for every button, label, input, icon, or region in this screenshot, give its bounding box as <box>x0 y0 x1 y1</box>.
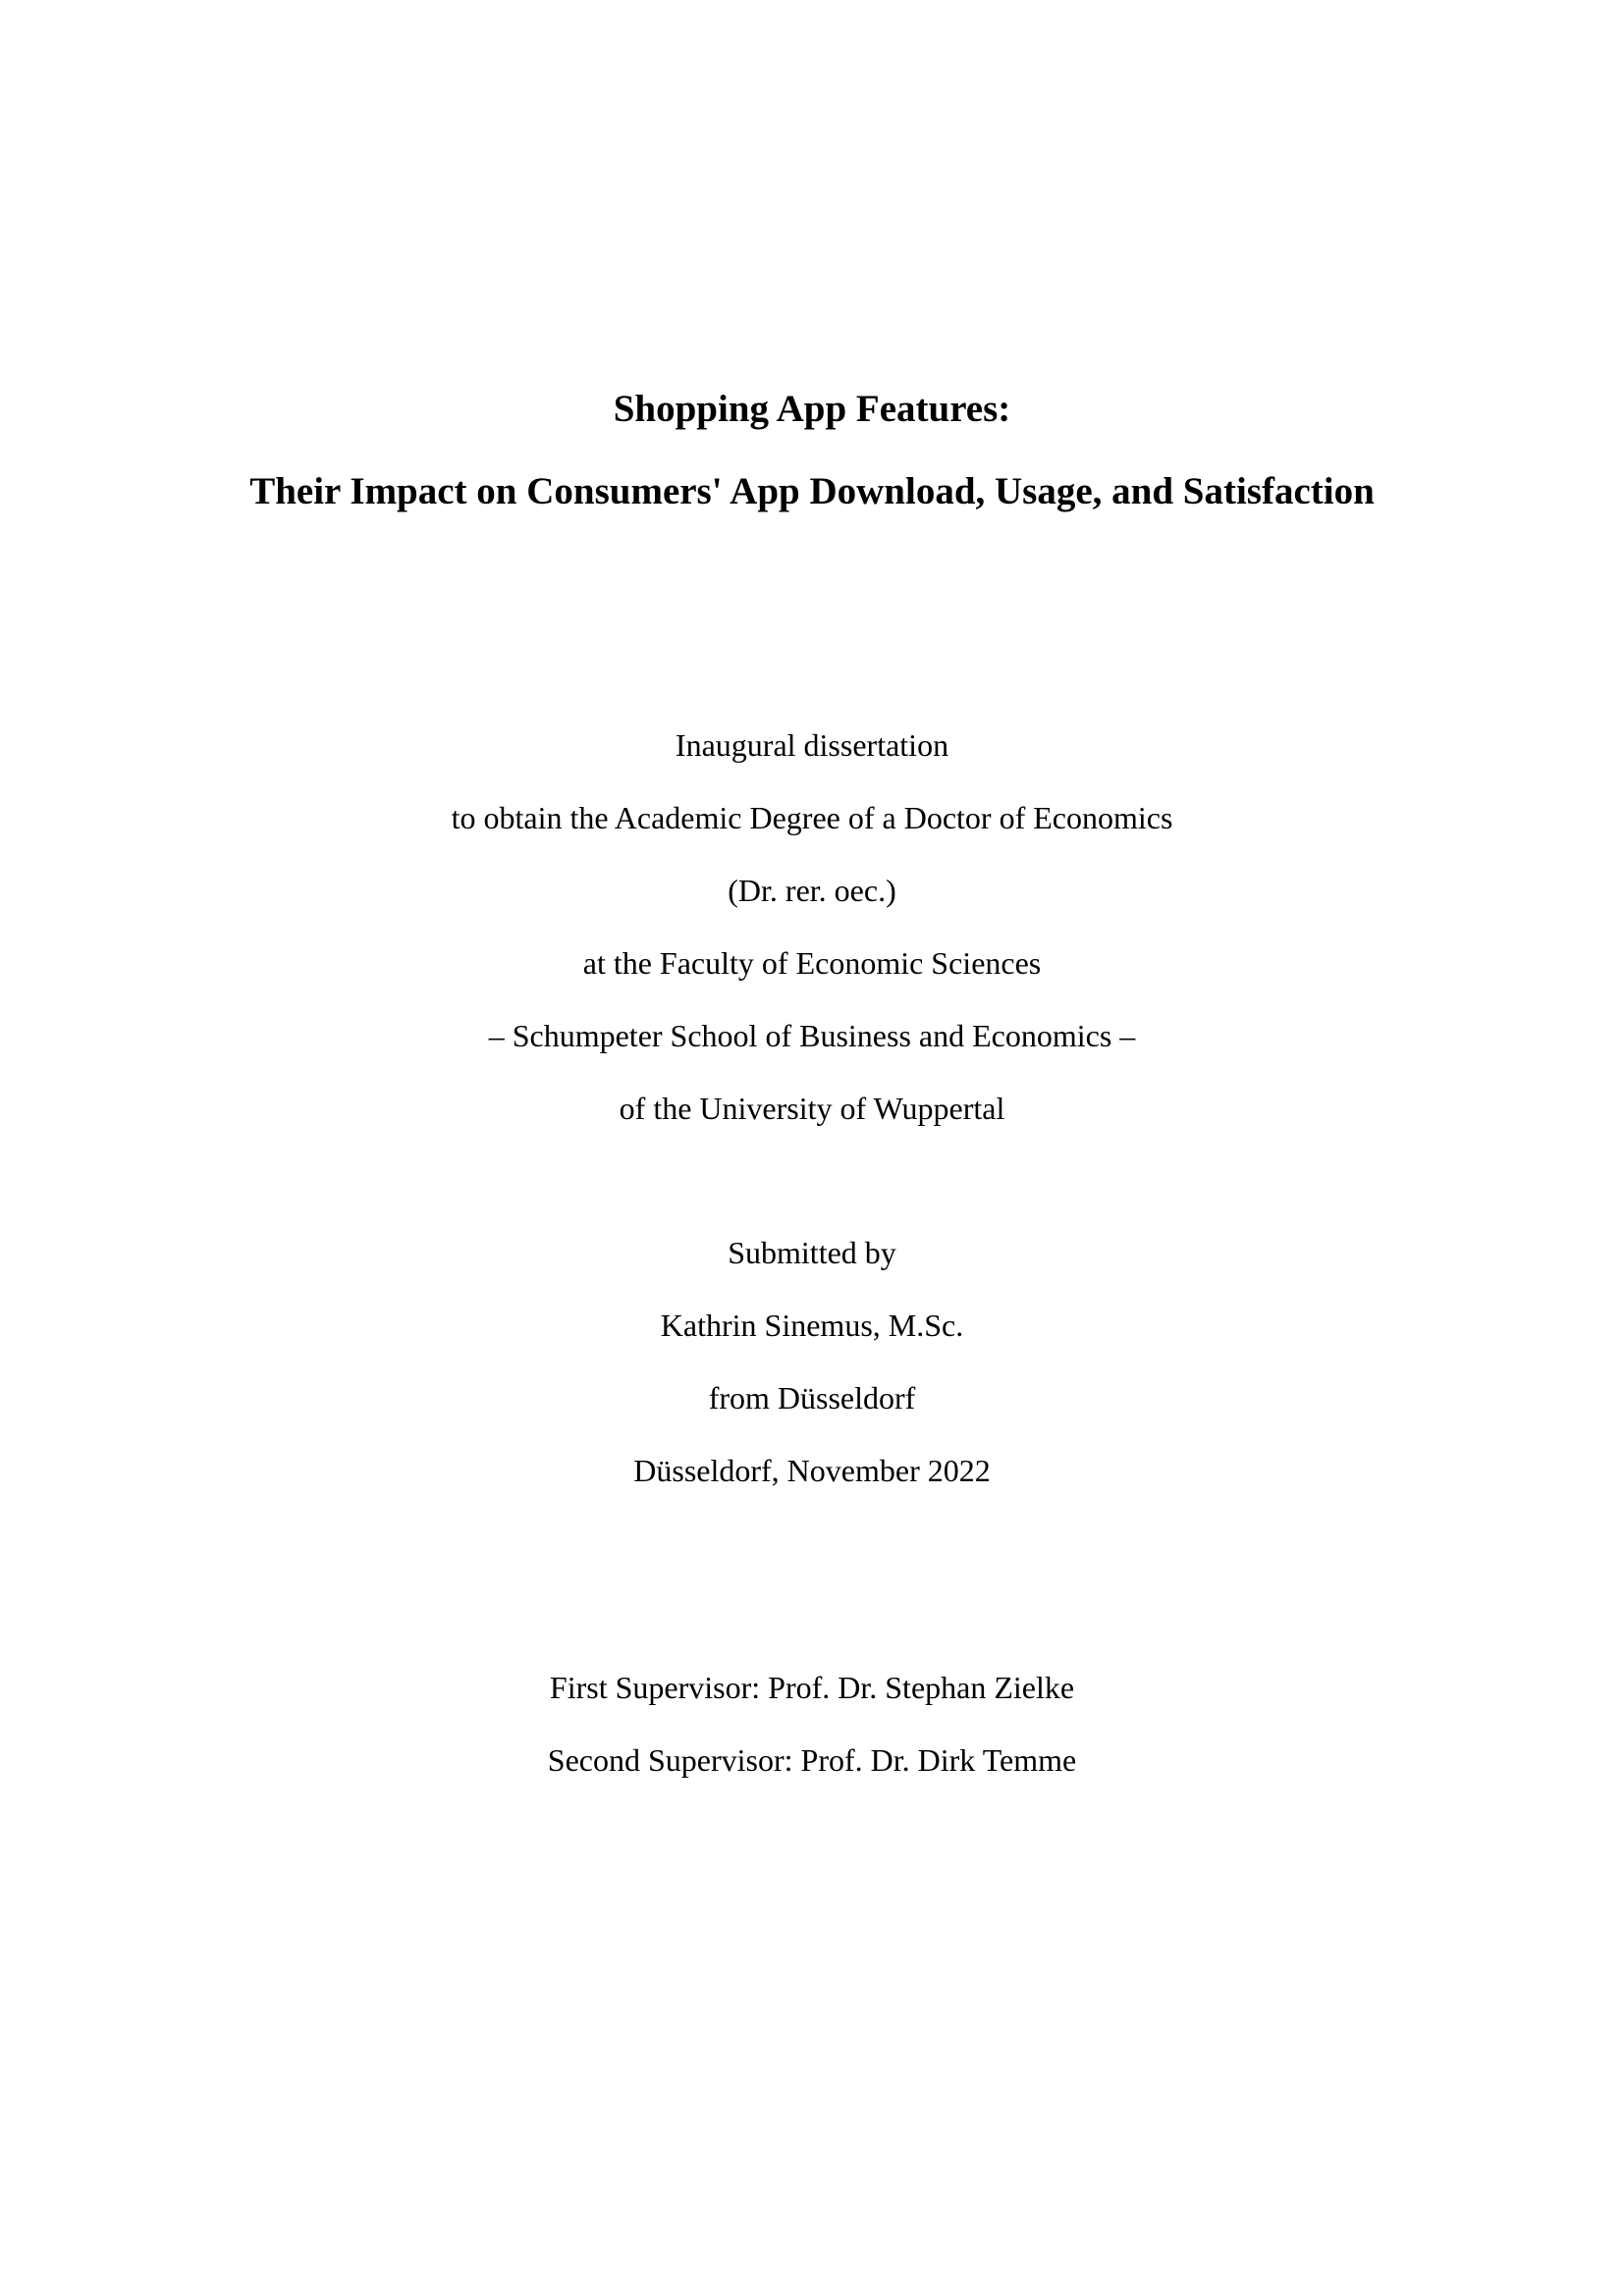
submitted-by-label: Submitted by <box>728 1235 896 1270</box>
title-line-1: Shopping App Features: <box>613 388 1011 430</box>
author-name: Kathrin Sinemus, M.Sc. <box>660 1308 964 1343</box>
degree-line-2: to obtain the Academic Degree of a Doctor of Economics <box>451 800 1173 835</box>
author-origin: from Düsseldorf <box>708 1380 916 1415</box>
degree-line-5: – Schumpeter School of Business and Economics – <box>488 1018 1136 1053</box>
degree-line-4: at the Faculty of Economic Sciences <box>582 945 1042 981</box>
title-line-2: Their Impact on Consumers' App Download, Usage, and Satisfaction <box>249 470 1375 512</box>
degree-line-6: of the University of Wuppertal <box>619 1091 1005 1126</box>
degree-line-1: Inaugural dissertation <box>675 727 949 763</box>
second-supervisor: Second Supervisor: Prof. Dr. Dirk Temme <box>547 1742 1077 1778</box>
degree-line-3: (Dr. rer. oec.) <box>728 873 896 908</box>
first-supervisor: First Supervisor: Prof. Dr. Stephan Zielke <box>549 1670 1075 1705</box>
place-date: Düsseldorf, November 2022 <box>633 1453 991 1488</box>
